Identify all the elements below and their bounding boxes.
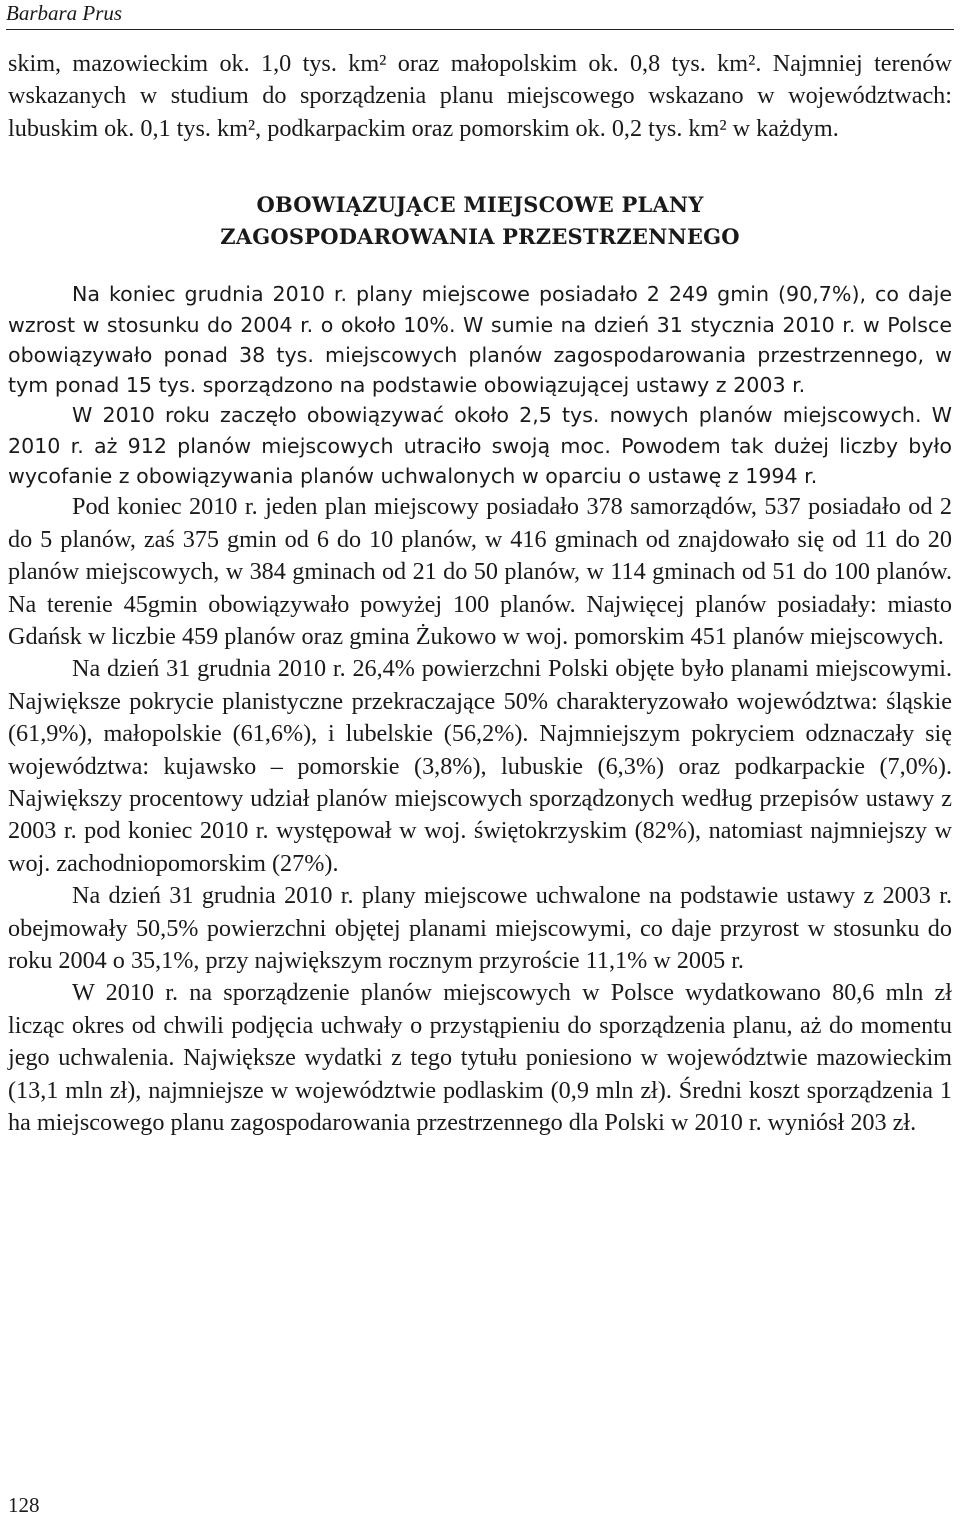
page-body xyxy=(8,48,952,1139)
header-divider xyxy=(6,29,954,30)
running-header-author: Barbara Prus xyxy=(6,1,123,25)
section-heading-line-1: OBOWIĄZUJĄCE MIEJSCOWE PLANY xyxy=(256,192,704,218)
section-heading-line-2: ZAGOSPODAROWANIA PRZESTRZENNEGO xyxy=(220,224,740,250)
section-heading xyxy=(8,189,952,253)
paragraph-2003-act-coverage: Na dzień 31 grudnia 2010 r. plany miejscowe uchwalone na podstawie ustawy z 2003 r. obejmowały 50,5% powierzchni objętej planami miejscowymi, co daje przyrost w stosunku do roku 2004 o 35,1%, przy największym rocznym przyroście 11,1% w 2005 r. xyxy=(8,882,952,974)
paragraph-expenditure: W 2010 r. na sporządzenie planów miejscowych w Polsce wydatkowano 80,6 mln zł licząc okres od chwili podjęcia uchwały o przystąpieniu do sporządzenia planu, aż do momentu jego uchwalenia. Największe wydatki z tego tytułu poniesiono w województwie mazowieckim (13,1 mln zł), najmniejsze w województwie podlaskim (0,9 mln zł). Średni koszt sporządzenia 1 ha miejscowego planu zagospodarowania przestrzennego dla Polski w 2010 r. wyniósł 203 zł. xyxy=(8,979,952,1137)
paragraph-plans-per-gmina: Pod koniec 2010 r. jeden plan miejscowy posiadało 378 samorządów, 537 posiadało od 2 do 5 planów, zaś 375 gmin od 6 do 10 planów, w 416 gminach od znajdowało się od 11 do 20 planów miejscowych, w 384 gminach od 21 do 50 planów, w 114 gminach od 51 do 100 planów. Na terenie 45gmin obowiązywało powyżej 100 planów. Najwięcej planów posiadały: miasto Gdańsk w liczbie 459 planów oraz gmina Żukowo w woj. pomorskim 451 planów miejscowych. xyxy=(8,493,952,650)
paragraph-coverage: Na dzień 31 grudnia 2010 r. 26,4% powierzchni Polski objęte było planami miejscowymi. Największe pokrycie planistyczne przekraczające 50% charakteryzowało województwa: śląskie (61,9%), małopolskie (61,6%), i lubelskie (56,2%). Najmniejszym pokryciem odznaczały się województwa: kujawsko – pomorskie (3,8%), lubuskie (6,3%) oraz podkarpackie (7,0%). Największy procentowy udział planów miejscowych sporządzonych według przepisów ustawy z 2003 r. pod koniec 2010 r. występował w woj. świętokrzyskim (82%), natomiast najmniejszy w woj. zachodniopomorskim (27%). xyxy=(8,655,952,877)
paragraph-new-plans: W 2010 roku zaczęło obowiązywać około 2,5 tys. nowych planów miejscowych. W 2010 r. aż 912 planów miejscowych utraciło swoją moc. Powodem tak dużej liczby było wycofanie z obowiązywania planów uchwalonych w oparciu o ustawę z 1994 r. xyxy=(8,403,952,488)
paragraph-plans-count: Na koniec grudnia 2010 r. plany miejscowe posiadało 2 249 gmin (90,7%), co daje wzrost w stosunku do 2004 r. o około 10%. W sumie na dzień 31 stycznia 2010 r. w Polsce obowiązywało ponad 38 tys. miejscowych planów zagospodarowania przestrzennego, w tym ponad 15 tys. sporządzono na podstawie obowiązującej ustawy z 2003 r. xyxy=(8,282,952,398)
intro-paragraph: skim, mazowieckim ok. 1,0 tys. km² oraz małopolskim ok. 0,8 tys. km². Najmniej terenów wskazanych w studium do sporządzenia planu miejscowego wskazano w województwach: lubuskim ok. 0,1 tys. km², podkarpackim oraz pomorskim ok. 0,2 tys. km² w każdym. xyxy=(8,50,952,142)
page-number: 128 xyxy=(8,1493,40,1517)
